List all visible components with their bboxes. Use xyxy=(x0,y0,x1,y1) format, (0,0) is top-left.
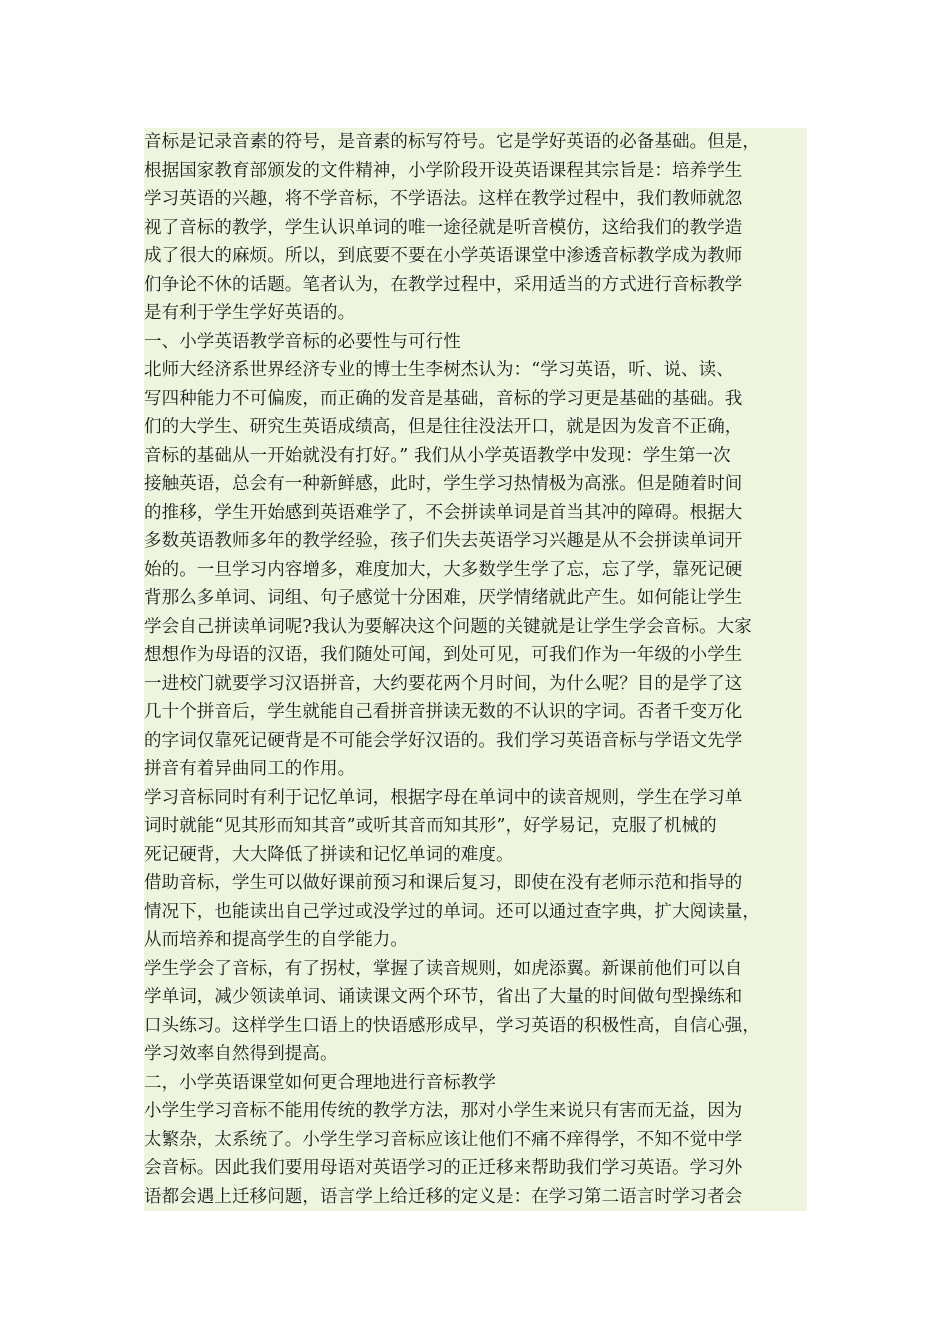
text-line: 始的。一旦学习内容增多，难度加大，大多数学生学了忘，忘了学，靠死记硬 xyxy=(144,556,807,585)
text-line: 情况下，也能读出自己学过或没学过的单词。还可以通过查字典，扩大阅读量， xyxy=(144,898,807,927)
text-line: 多数英语教师多年的教学经验，孩子们失去英语学习兴趣是从不会拼读单词开 xyxy=(144,527,807,556)
text-line: 写四种能力不可偏废，而正确的发音是基础，音标的学习更是基础的基础。我 xyxy=(144,385,807,414)
text-line: 是有利于学生学好英语的。 xyxy=(144,299,807,328)
text-line: 几十个拼音后，学生就能自己看拼音拼读无数的不认识的字词。否者千变万化 xyxy=(144,698,807,727)
text-line: 太繁杂，太系统了。小学生学习音标应该让他们不痛不痒得学，不知不觉中学 xyxy=(144,1126,807,1155)
text-line: 们的大学生、研究生英语成绩高，但是往往没法开口，就是因为发音不正确， xyxy=(144,413,807,442)
text-line: 音标是记录音素的符号，是音素的标写符号。它是学好英语的必备基础。但是， xyxy=(144,128,807,157)
text-line: 二，小学英语课堂如何更合理地进行音标教学 xyxy=(144,1069,807,1098)
text-line: 音标的基础从一开始就没有打好。” 我们从小学英语教学中发现：学生第一次 xyxy=(144,442,807,471)
text-line: 背那么多单词、词组、句子感觉十分困难，厌学情绪就此产生。如何能让学生 xyxy=(144,584,807,613)
text-line: 学生学会了音标，有了拐杖，掌握了读音规则，如虎添翼。新课前他们可以自 xyxy=(144,955,807,984)
text-line: 的推移，学生开始感到英语难学了，不会拼读单词是首当其冲的障碍。根据大 xyxy=(144,499,807,528)
text-line: 接触英语，总会有一种新鲜感，此时，学生学习热情极为高涨。但是随着时间 xyxy=(144,470,807,499)
text-line: 学单词，减少领读单词、诵读课文两个环节，省出了大量的时间做句型操练和 xyxy=(144,983,807,1012)
text-line: 学习效率自然得到提高。 xyxy=(144,1040,807,1069)
text-line: 从而培养和提高学生的自学能力。 xyxy=(144,926,807,955)
text-line: 想想作为母语的汉语，我们随处可闻，到处可见，可我们作为一年级的小学生 xyxy=(144,641,807,670)
text-line: 借助音标，学生可以做好课前预习和课后复习，即使在没有老师示范和指导的 xyxy=(144,869,807,898)
text-line: 拼音有着异曲同工的作用。 xyxy=(144,755,807,784)
text-line: 们争论不休的话题。笔者认为，在教学过程中，采用适当的方式进行音标教学 xyxy=(144,271,807,300)
text-line: 小学生学习音标不能用传统的教学方法，那对小学生来说只有害而无益，因为 xyxy=(144,1097,807,1126)
text-line: 一进校门就要学习汉语拼音，大约要花两个月时间，为什么呢？目的是学了这 xyxy=(144,670,807,699)
text-line: 学习音标同时有利于记忆单词，根据字母在单词中的读音规则，学生在学习单 xyxy=(144,784,807,813)
text-line: 北师大经济系世界经济专业的博士生李树杰认为：“学习英语，听、说、读、 xyxy=(144,356,807,385)
text-line: 学会自己拼读单词呢?我认为要解决这个问题的关键就是让学生学会音标。大家 xyxy=(144,613,807,642)
text-line: 一、小学英语教学音标的必要性与可行性 xyxy=(144,328,807,357)
text-line: 根据国家教育部颁发的文件精神，小学阶段开设英语课程其宗旨是：培养学生 xyxy=(144,157,807,186)
text-line: 的字词仅靠死记硬背是不可能会学好汉语的。我们学习英语音标与学语文先学 xyxy=(144,727,807,756)
text-line: 视了音标的教学，学生认识单词的唯一途径就是听音模仿，这给我们的教学造 xyxy=(144,214,807,243)
document-body xyxy=(144,128,807,1211)
text-line: 口头练习。这样学生口语上的快语感形成早，学习英语的积极性高，自信心强， xyxy=(144,1012,807,1041)
text-line: 语都会遇上迁移问题，语言学上给迁移的定义是：在学习第二语言时学习者会 xyxy=(144,1183,807,1212)
text-line: 词时就能“见其形而知其音”或听其音而知其形”，好学易记，克服了机械的 xyxy=(144,812,807,841)
text-line: 学习英语的兴趣，将不学音标，不学语法。这样在教学过程中，我们教师就忽 xyxy=(144,185,807,214)
text-line: 死记硬背，大大降低了拼读和记忆单词的难度。 xyxy=(144,841,807,870)
text-line: 成了很大的麻烦。所以，到底要不要在小学英语课堂中渗透音标教学成为教师 xyxy=(144,242,807,271)
text-line: 会音标。因此我们要用母语对英语学习的正迁移来帮助我们学习英语。学习外 xyxy=(144,1154,807,1183)
